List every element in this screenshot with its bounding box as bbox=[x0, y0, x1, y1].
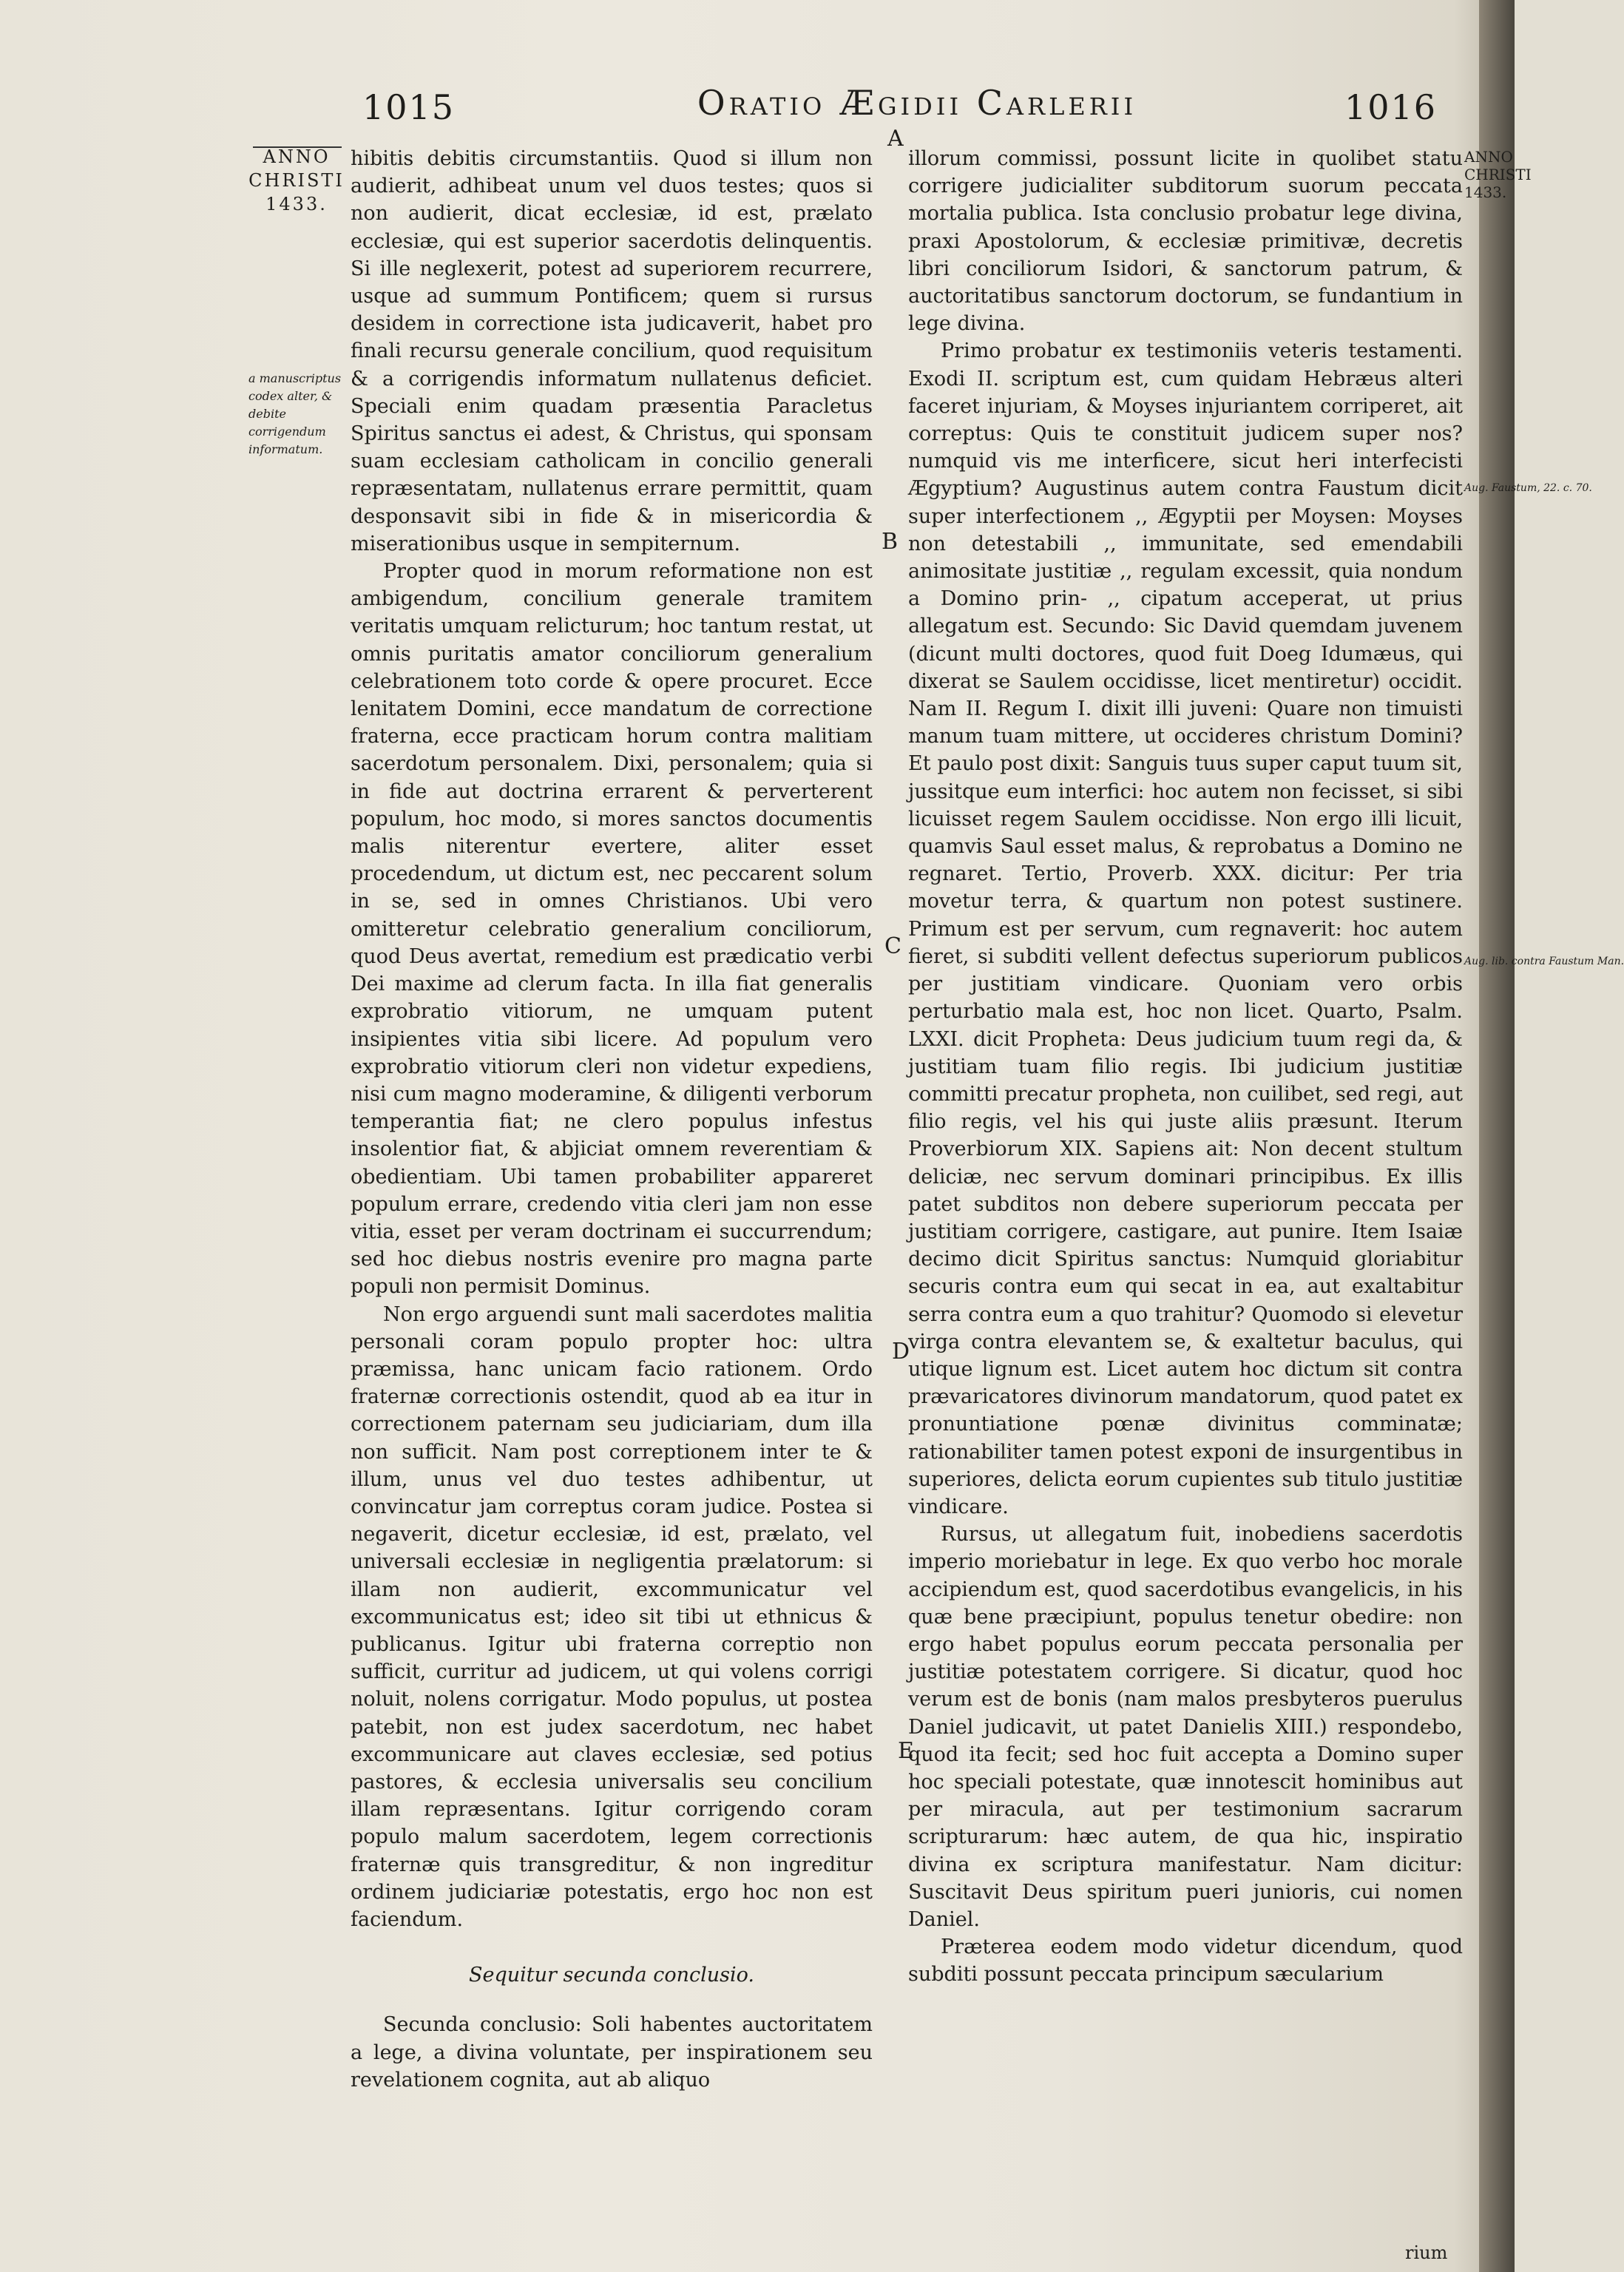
section-letter-b: B bbox=[882, 529, 899, 555]
section-letter-e: E bbox=[898, 1738, 914, 1764]
paragraph: Primo probatur ex testimoniis veteris testamenti. Exodi II. scriptum est, cum quidam Hebræus alteri faceret injuriam, & Moyses injuriantem corriperet, ait correptus: Quis te constituit judicem super nos? numquid vis me interficere, sicut heri interfecisti Ægyptium? Augustinus autem contra Faustum dicit super interfectionem ,, Ægyptii per Moysen: Moyses non detestabili ,, immunitate, sed emendabili animositate justitiæ ,, regulam excessit, quia nondum a Domino prin- ,, cipatum acceperat, ut prius allegatum est. Secundo: Sic David quemdam juvenem (dicunt multi doctores, quod fuit Doeg Idumæus, qui dixerat se Saulem occidisse, licet mentiretur) occidit. Nam II. Regum I. dixit illi juveni: Quare non timuisti manum tuam mittere, ut occideres christum Domini? Et paulo post dixit: Sanguis tuus super caput tuum sit, jussitque eum interfici: hoc autem non fecisset, si sibi licuisset regem Saulem occidisse. Non ergo illi licuit, quamvis Saul esset malus, & reprobatus a Domino ne regnaret. Tertio, Proverb. XXX. dicitur: Per tria movetur terra, & quartum non potest sustinere. Primum est per servum, cum regnaverit: hoc autem fieret, si subditi vellent defectus superiorum publicos per justitiam vindicare. Quoniam vero orbis perturbatio mala est, hoc non licet. Quarto, Psalm. LXXI. dicit Propheta: Deus judicium tuum regi da, & justitiam tuam filio regis. Ibi judicium justitiæ committi precatur propheta, non cuilibet, sed regi, aut filio regis, vel his qui juste aliis præsunt. Iterum Proverbiorum XIX. Sapiens ait: Non decent stultum deliciæ, nec servum dominari principibus. Ex illis patet subditos non debere superiorum peccata per justitiam corrigere, castigare, aut punire. Item Isaiæ decimo dicit Spiritus sanctus: Numquid gloriabitur securis contra eum qui secat in ea, aut exaltabitur serra contra eum a quo trahitur? Quomodo si elevetur virga contra elevantem se, & exaltetur baculus, qui utique lignum est. Licet autem hoc dictum sit contra prævaricatores divinorum mandatorum, quod patet ex pronuntiatione pœnæ divinitus comminatæ; rationabiliter tamen potest exponi de insurgentibus in superiores, delicta eorum cupientes sub titulo justitiæ vindicare. bbox=[908, 339, 1463, 1518]
paragraph: illorum commissi, possunt licite in quolibet statu corrigere judicialiter subditorum suorum peccata mortalia publica. Ista conclusio probatur lege divina, praxi Apostolorum, & ecclesiæ primitivæ, decretis libri conciliorum Isidori, & sanctorum patrum, & auctoritatibus sanctorum doctorum, se fundantium in lege divina. bbox=[908, 147, 1463, 336]
anno-year: 1433. bbox=[265, 194, 328, 214]
book-gutter bbox=[1479, 0, 1515, 2272]
margin-note-left: a manuscriptus codex alter, & debite corrigendum informatum. bbox=[248, 371, 342, 456]
paragraph: Rursus, ut allegatum fuit, inobediens sacerdotis imperio moriebatur in lege. Ex quo verbo hoc morale accipiendum est, quod sacerdotibus evangelicis, in his quæ bene præcipiunt, populus tenetur obedire: non ergo habet populus eorum peccata personalia per justitiæ potestatem corrigere. Si dicatur, quod hoc verum est de bonis (nam malos presbyteros puerulus Daniel judicavit, ut patet Danielis XIII.) respondebo, quod ita fecit; sed hoc fuit accepta a Domino super hoc speciali potestate, quæ innotescit hominibus aut per miracula, aut per testimonium sacrarum scripturarum: hæc autem, de qua hic, inspiratio divina ex scriptura manifestatur. Nam dicitur: Suscitavit Deus spiritum pueri junioris, cui nomen Daniel. bbox=[908, 1523, 1463, 1931]
paragraph: Secunda conclusio: Soli habentes auctoritatem a lege, a divina voluntate, per inspirationem seu revelationem cognita, aut ab aliquo bbox=[351, 2013, 873, 2092]
paragraph: hibitis debitis circumstantiis. Quod si illum non audierit, adhibeat unum vel duos testes; quos si non audierit, dicat ecclesiæ, id est, prælato ecclesiæ, qui est superior sacerdotis delinquentis. Si ille neglexerit, potest ad superiorem recurrere, usque ad summum Pontificem; quem si rursus desidem in correctione ista judicaverit, habet pro finali recursu generale concilium, quod requisitum & a corrigendis informatum nullatenus deficiet. Speciali enim quadam præsentia Paracletus Spiritus sanctus ei adest, & Christus, qui sponsam suam ecclesiam catholicam in concilio generali repræsentatam, nullatenus errare permittit, quam desponsavit sibi in fide & in misericordia & miserationibus usque in sempiternum. bbox=[351, 147, 873, 555]
anno-word: ANNO bbox=[263, 146, 331, 167]
section-heading: Sequitur secunda conclusio. bbox=[469, 1964, 754, 1987]
catchword: rium bbox=[1405, 2242, 1448, 2263]
section-letter-c: C bbox=[884, 933, 901, 959]
page-number-right: 1016 bbox=[1344, 87, 1438, 127]
margin-note-right-1: Aug. Faustum, 22. c. 70. bbox=[1464, 482, 1592, 494]
section-letter-d: D bbox=[892, 1339, 910, 1365]
running-title: Oratio Ægidii Carlerii bbox=[697, 83, 1137, 123]
right-column bbox=[908, 145, 1463, 1989]
anno-christi: CHRISTI bbox=[248, 170, 345, 191]
paragraph: Præterea eodem modo videtur dicendum, quod subditi possunt peccata principum sæcularium bbox=[908, 1935, 1463, 1987]
paragraph: Propter quod in morum reformatione non est ambigendum, concilium generale tramitem veritatis umquam relicturum; hoc tantum restat, ut omnis puritatis amator conciliorum generalium celebrationem toto corde & opere procuret. Ecce lenitatem Domini, ecce mandatum de correctione fraterna, ecce practicam horum contra malitiam sacerdotum personalem. Dixi, personalem; quia si in fide aut doctrina errarent & perverterent populum, hoc modo, si mores sanctos documentis malis niterentur evertere, aliter esset procedendum, ut dictum est, nec peccarent solum in se, sed in omnes Christianos. Ubi vero omitteretur celebratio generalium conciliorum, quod Deus avertat, remedium est prædicatio verbi Dei maxime ad clerum facta. In illa fiat generalis exprobratio vitiorum, ne umquam putent insipientes vitia sibi licere. Ad populum vero exprobratio vitiorum cleri non videtur expediens, nisi cum magno moderamine, & diligenti verborum temperantia fiat; ne clero populus infestus insolentior fiat, & abjiciat omnem reverentiam & obedientiam. Ubi tamen probabiliter appareret populum errare, credendo vitia cleri jam non esse vitia, esset per veram doctrinam ei succurrendum; sed hoc diebus nostris evenire pro magna parte populi non permisit Dominus. bbox=[351, 560, 873, 1299]
margin-anno-left bbox=[248, 145, 345, 216]
anno-christi: CHRISTI bbox=[1464, 166, 1532, 183]
margin-anno-right bbox=[1464, 148, 1532, 201]
left-column bbox=[351, 145, 873, 2094]
paragraph: Non ergo arguendi sunt mali sacerdotes malitia personali coram populo propter hoc: ultra præmissa, hanc unicam facio rationem. Ordo fraternæ correctionis ostendit, quod ab ea itur in correctionem paternam seu judiciariam, dum illa non sufficit. Nam post correptionem inter te & illum, unus vel duo testes adhibentur, ut convincatur jam correptus coram judice. Postea si negaverit, dicetur ecclesiæ, id est, prælato, vel universali ecclesiæ in negligentia prælatorum: si illam non audierit, excommunicatur vel excommunicatus est; ideo sit tibi ut ethnicus & publicanus. Igitur ubi fraterna correptio non sufficit, curritur ad judicem, ut qui volens corrigi noluit, nolens corrigatur. Modo populus, ut postea patebit, non est judex sacerdotum, nec habet excommunicare aut claves ecclesiæ, sed potius pastores, & ecclesia universalis seu concilium illam repræsentans. Igitur corrigendo coram populo malum sacerdotem, legem correctionis fraternæ quis transgreditur, & non ingreditur ordinem judiciariæ potestatis, ergo hoc non est faciendum. bbox=[351, 1302, 873, 1931]
anno-year: 1433. bbox=[1464, 183, 1507, 201]
anno-word: ANNO bbox=[1464, 148, 1513, 166]
page-number-left: 1015 bbox=[362, 87, 456, 127]
margin-note-right-2: Aug. lib. contra Faustum Man. bbox=[1464, 956, 1624, 967]
section-letter-a: A bbox=[887, 126, 904, 152]
